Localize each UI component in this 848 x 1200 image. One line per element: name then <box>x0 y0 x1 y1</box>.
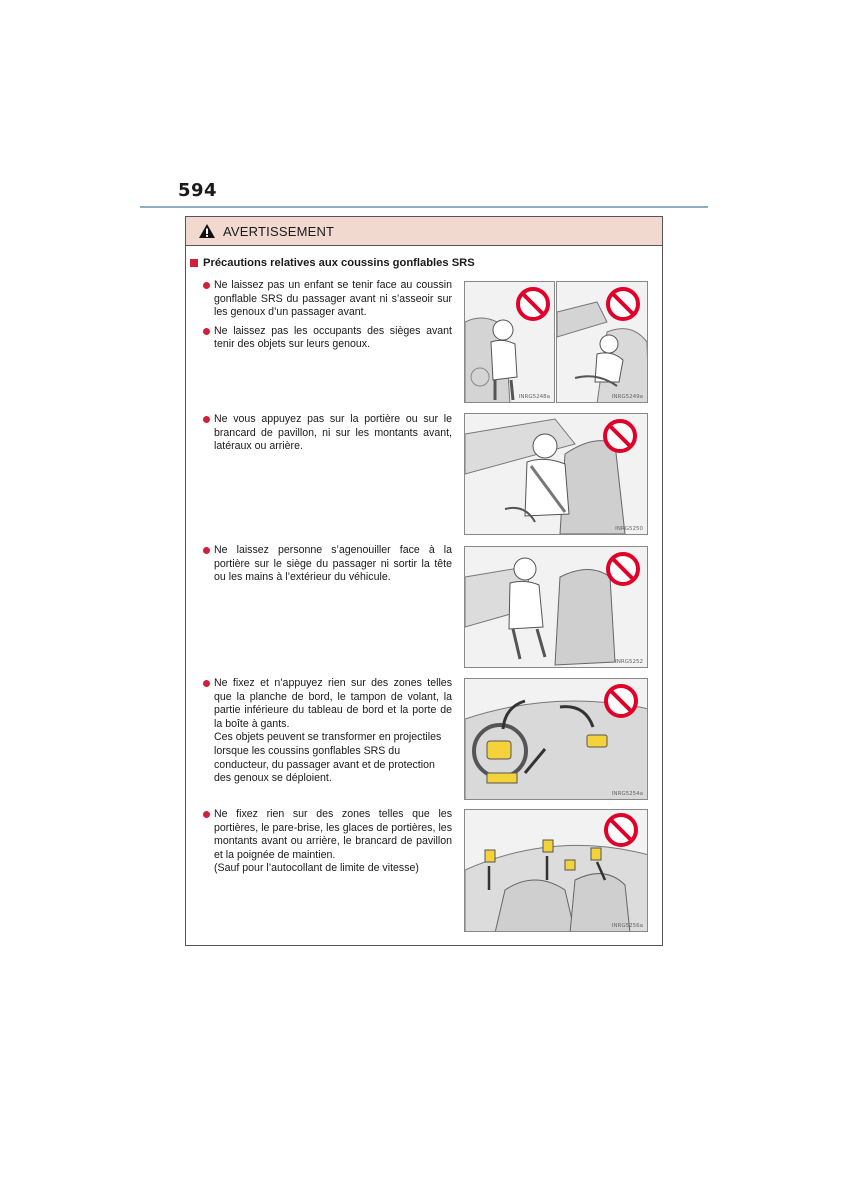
bullet-text: Ne fixez rien sur des zones telles que les portières, le pare-brise, les glaces de portières, les montants avant ou arrière, le brancard de pavillon et la poignée de maintien. <box>202 808 452 862</box>
bullet-text: Ne laissez personne s’agenouiller face à la portière sur le siège du passager ni sortir la tête ou les mains à l’extérieur du véhicule. <box>202 544 452 585</box>
warning-item-4 <box>202 677 452 786</box>
warning-header <box>186 217 662 246</box>
illustration-code: INRG5248a <box>518 394 550 400</box>
prohibition-icon <box>608 554 638 584</box>
extra-text: (Sauf pour l’autocollant de limite de vitesse) <box>214 862 419 875</box>
extra-text: Ces objets peuvent se transformer en projectiles lorsque les coussins gonflables SRS du conducteur, du passager avant et de protection des genoux se déploient. <box>214 731 442 785</box>
illustration-code: INRG5249a <box>611 394 643 400</box>
illustration-code: INRG5252 <box>615 659 643 665</box>
prohibition-icon <box>606 686 636 716</box>
prohibition-icon <box>518 289 548 319</box>
illustration-leaning-door <box>464 413 648 535</box>
page-number: 594 <box>178 180 218 201</box>
prohibition-icon <box>605 421 635 451</box>
warning-triangle-icon <box>198 223 216 239</box>
illustration-code: INRG5256a <box>611 923 643 929</box>
illustration-child-on-lap <box>556 281 648 403</box>
warning-item-5 <box>202 808 452 876</box>
illustration-interior <box>464 809 648 932</box>
prohibition-icon <box>608 289 638 319</box>
illustration-dashboard <box>464 678 648 800</box>
illustration-kneeling-seat <box>464 546 648 668</box>
warning-box <box>185 216 663 946</box>
warning-item-1 <box>202 279 452 357</box>
section-title-text: Précautions relatives aux coussins gonflables SRS <box>203 257 475 269</box>
warning-item-2 <box>202 413 452 459</box>
bullet-text: Ne laissez pas un enfant se tenir face au coussin gonflable SRS du passager avant ni s’asseoir sur les genoux d’un passager avant. <box>202 279 452 320</box>
bullet-text: Ne laissez pas les occupants des sièges avant tenir des objets sur leurs genoux. <box>202 325 452 352</box>
warning-title: AVERTISSEMENT <box>223 223 335 239</box>
section-title <box>190 257 475 269</box>
prohibition-icon <box>606 815 636 845</box>
warning-item-3 <box>202 544 452 590</box>
bullet-text: Ne vous appuyez pas sur la portière ou sur le brancard de pavillon, ni sur les montants avant, latéraux ou arrière. <box>202 413 452 454</box>
header-rule <box>140 206 708 208</box>
section-bullet-icon <box>190 259 198 267</box>
bullet-text: Ne fixez et n’appuyez rien sur des zones telles que la planche de bord, le tampon de volant, la partie inférieure du tableau de bord et la porte de la boîte à gants. <box>202 677 452 731</box>
illustration-child-standing <box>464 281 555 403</box>
illustration-code: INRG5254a <box>611 791 643 797</box>
illustration-code: INRG5250 <box>615 526 643 532</box>
